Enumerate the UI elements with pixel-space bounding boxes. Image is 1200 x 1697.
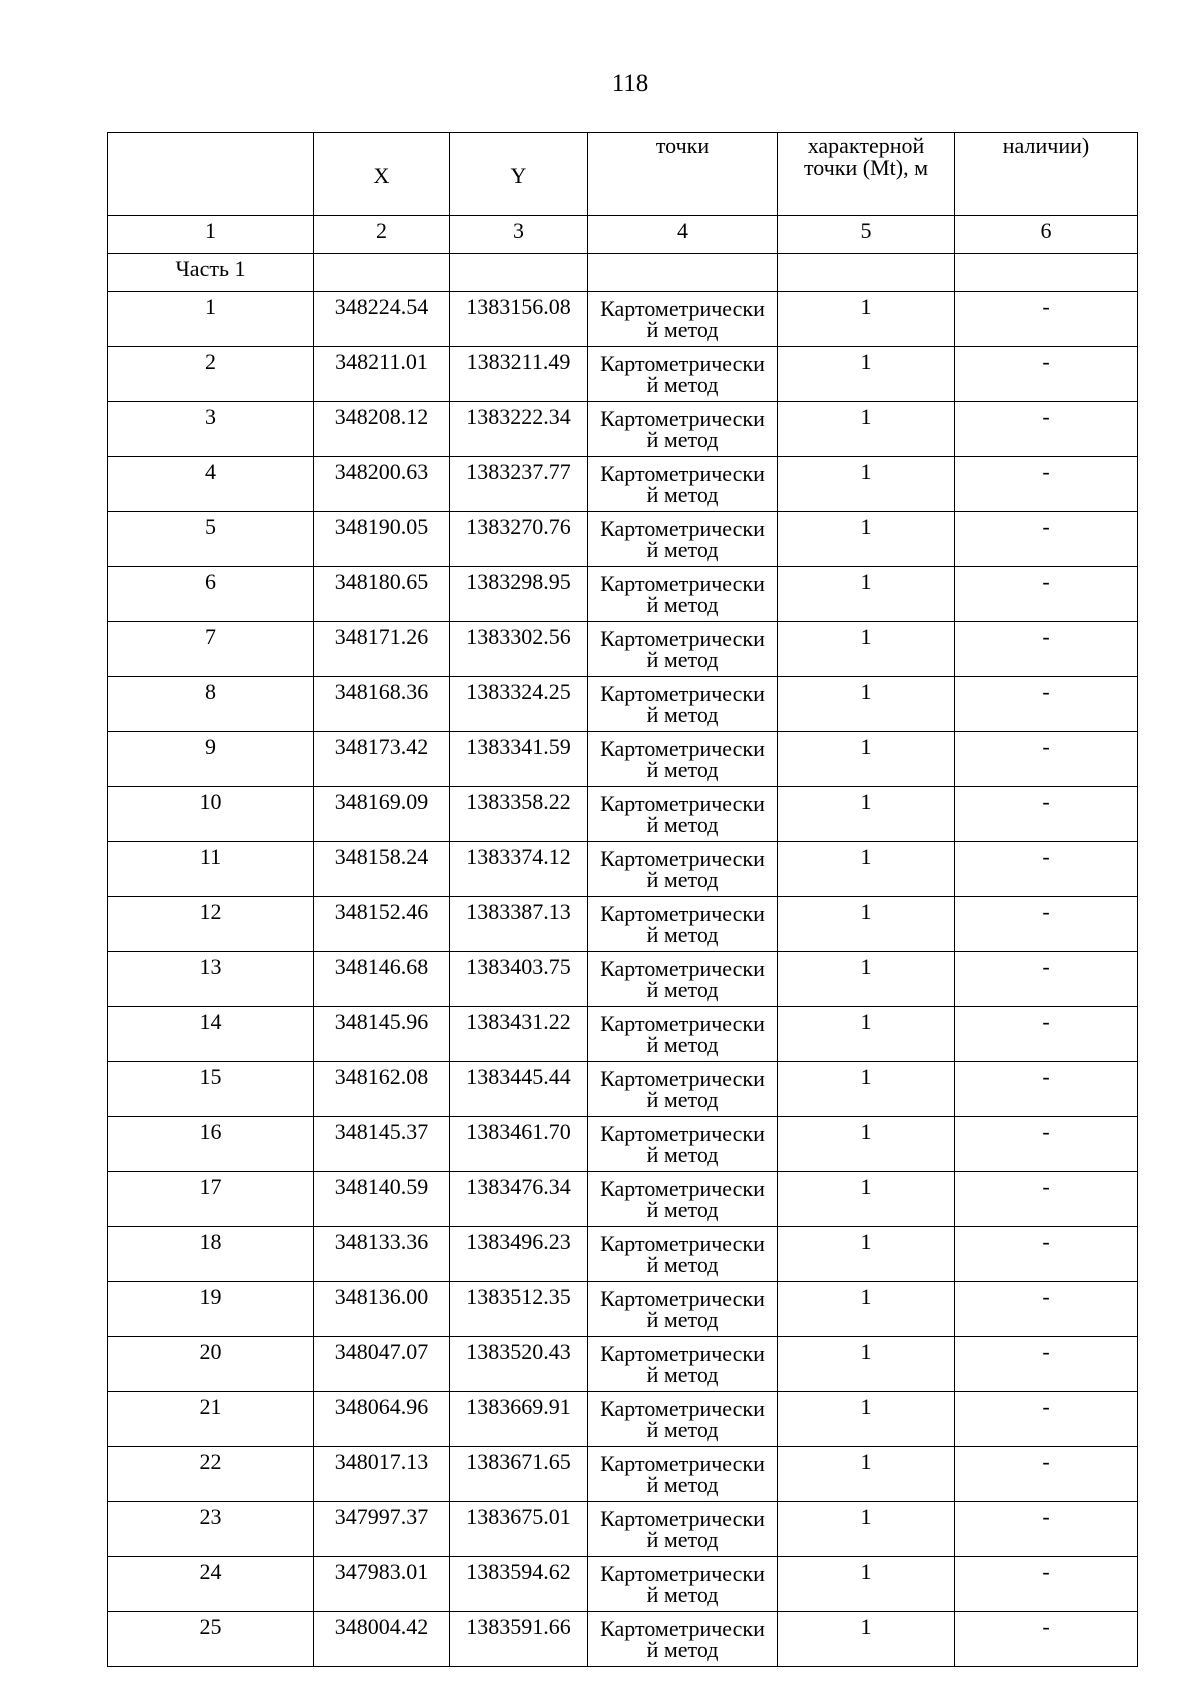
y-coordinate-cell: 1383403.75: [450, 952, 588, 1007]
y-coordinate-cell: 1383387.13: [450, 897, 588, 952]
method-line1: Картометрически: [600, 1506, 765, 1531]
note-cell: -: [955, 1392, 1138, 1447]
method-line1: Картометрически: [600, 1286, 765, 1311]
note-cell: -: [955, 1007, 1138, 1062]
method-line2: й метод: [646, 317, 719, 342]
accuracy-cell: 1: [778, 292, 955, 347]
table-row: [108, 1007, 1138, 1062]
method-line2: й метод: [646, 1252, 719, 1277]
method-cell: [588, 1007, 778, 1062]
y-coordinate-cell: 1383675.01: [450, 1502, 588, 1557]
point-number-cell: 7: [108, 622, 314, 677]
y-coordinate-cell: 1383358.22: [450, 787, 588, 842]
method-cell: [588, 1227, 778, 1282]
table-row: [108, 1172, 1138, 1227]
point-number-cell: 24: [108, 1557, 314, 1612]
method-line2: й метод: [646, 592, 719, 617]
y-coordinate-cell: 1383520.43: [450, 1337, 588, 1392]
y-coordinate-cell: 1383671.65: [450, 1447, 588, 1502]
method-line1: Картометрически: [600, 1066, 765, 1091]
method-cell: [588, 1447, 778, 1502]
table-row: [108, 1502, 1138, 1557]
method-line1: Картометрически: [600, 296, 765, 321]
y-coordinate-cell: 1383496.23: [450, 1227, 588, 1282]
accuracy-cell: 1: [778, 952, 955, 1007]
table-row: [108, 1612, 1138, 1667]
y-coordinate-cell: 1383211.49: [450, 347, 588, 402]
note-cell: -: [955, 622, 1138, 677]
point-number-cell: 21: [108, 1392, 314, 1447]
method-line1: Картометрически: [600, 516, 765, 541]
x-coordinate-cell: 348145.37: [314, 1117, 450, 1172]
note-cell: -: [955, 1227, 1138, 1282]
column-number: 1: [108, 216, 314, 254]
x-coordinate-cell: 348047.07: [314, 1337, 450, 1392]
part-row: [108, 254, 1138, 292]
header-accuracy-line1: характерной: [807, 133, 925, 158]
method-line2: й метод: [646, 1142, 719, 1167]
note-cell: -: [955, 457, 1138, 512]
method-cell: [588, 952, 778, 1007]
method-line1: Картометрически: [600, 1616, 765, 1641]
point-number-cell: 16: [108, 1117, 314, 1172]
method-cell: [588, 1117, 778, 1172]
point-number-cell: 5: [108, 512, 314, 567]
x-coordinate-cell: 348146.68: [314, 952, 450, 1007]
method-line1: Картометрически: [600, 681, 765, 706]
accuracy-cell: 1: [778, 457, 955, 512]
column-number: 6: [955, 216, 1138, 254]
x-coordinate-cell: 348190.05: [314, 512, 450, 567]
header-accuracy-line2: точки (Mt), м: [803, 155, 929, 180]
table-row: [108, 402, 1138, 457]
y-coordinate-cell: 1383461.70: [450, 1117, 588, 1172]
method-cell: [588, 402, 778, 457]
x-coordinate-cell: 348145.96: [314, 1007, 450, 1062]
point-number-cell: 18: [108, 1227, 314, 1282]
table-row: [108, 1227, 1138, 1282]
note-cell: -: [955, 567, 1138, 622]
method-cell: [588, 347, 778, 402]
method-cell: [588, 292, 778, 347]
point-number-cell: 3: [108, 402, 314, 457]
method-cell: [588, 897, 778, 952]
method-line1: Картометрически: [600, 901, 765, 926]
method-line2: й метод: [646, 812, 719, 837]
note-cell: -: [955, 842, 1138, 897]
method-line1: Картометрически: [600, 1561, 765, 1586]
table-row: [108, 1337, 1138, 1392]
x-coordinate-cell: 348180.65: [314, 567, 450, 622]
point-number-cell: 11: [108, 842, 314, 897]
method-line2: й метод: [646, 867, 719, 892]
point-number-cell: 25: [108, 1612, 314, 1667]
y-coordinate-cell: 1383374.12: [450, 842, 588, 897]
table-row: [108, 1117, 1138, 1172]
method-line2: й метод: [646, 482, 719, 507]
table-row: [108, 677, 1138, 732]
method-cell: [588, 512, 778, 567]
y-coordinate-cell: 1383298.95: [450, 567, 588, 622]
header-cell-y: Y: [450, 133, 588, 216]
column-number: 3: [450, 216, 588, 254]
y-coordinate-cell: 1383341.59: [450, 732, 588, 787]
note-cell: -: [955, 1282, 1138, 1337]
accuracy-cell: 1: [778, 1447, 955, 1502]
y-coordinate-cell: 1383156.08: [450, 292, 588, 347]
note-cell: -: [955, 292, 1138, 347]
method-line1: Картометрически: [600, 1451, 765, 1476]
method-line2: й метод: [646, 1582, 719, 1607]
header-cell-method: точки: [588, 133, 778, 216]
point-number-cell: 9: [108, 732, 314, 787]
x-coordinate-cell: 348171.26: [314, 622, 450, 677]
y-coordinate-cell: 1383512.35: [450, 1282, 588, 1337]
method-line1: Картометрически: [600, 791, 765, 816]
note-cell: -: [955, 1557, 1138, 1612]
accuracy-cell: 1: [778, 1227, 955, 1282]
table-row: [108, 732, 1138, 787]
method-line2: й метод: [646, 702, 719, 727]
method-line1: Картометрически: [600, 1231, 765, 1256]
note-cell: -: [955, 1612, 1138, 1667]
y-coordinate-cell: 1383431.22: [450, 1007, 588, 1062]
y-coordinate-cell: 1383237.77: [450, 457, 588, 512]
table-row: [108, 567, 1138, 622]
point-number-cell: 20: [108, 1337, 314, 1392]
accuracy-cell: 1: [778, 1557, 955, 1612]
method-cell: [588, 567, 778, 622]
table-row: [108, 897, 1138, 952]
method-line2: й метод: [646, 1087, 719, 1112]
accuracy-cell: 1: [778, 1282, 955, 1337]
x-coordinate-cell: 348133.36: [314, 1227, 450, 1282]
table-row: [108, 842, 1138, 897]
method-line2: й метод: [646, 1637, 719, 1662]
header-cell-note: наличии): [955, 133, 1138, 216]
accuracy-cell: 1: [778, 1007, 955, 1062]
method-line2: й метод: [646, 757, 719, 782]
table-row: [108, 1557, 1138, 1612]
table-row: [108, 787, 1138, 842]
y-coordinate-cell: 1383445.44: [450, 1062, 588, 1117]
method-line2: й метод: [646, 1472, 719, 1497]
x-coordinate-cell: 348017.13: [314, 1447, 450, 1502]
method-cell: [588, 1172, 778, 1227]
accuracy-cell: 1: [778, 622, 955, 677]
table-header-row: [108, 133, 1138, 216]
y-coordinate-cell: 1383594.62: [450, 1557, 588, 1612]
table-row: [108, 1282, 1138, 1337]
method-cell: [588, 1502, 778, 1557]
method-line2: й метод: [646, 647, 719, 672]
method-cell: [588, 457, 778, 512]
x-coordinate-cell: 348211.01: [314, 347, 450, 402]
accuracy-cell: 1: [778, 842, 955, 897]
note-cell: -: [955, 1172, 1138, 1227]
page-number: 118: [611, 70, 649, 97]
point-number-cell: 14: [108, 1007, 314, 1062]
method-line2: й метод: [646, 372, 719, 397]
accuracy-cell: 1: [778, 1392, 955, 1447]
point-number-cell: 8: [108, 677, 314, 732]
note-cell: -: [955, 402, 1138, 457]
method-line1: Картометрически: [600, 406, 765, 431]
y-coordinate-cell: 1383324.25: [450, 677, 588, 732]
empty-cell: [588, 254, 778, 292]
method-line1: Картометрически: [600, 571, 765, 596]
method-line1: Картометрически: [600, 1396, 765, 1421]
accuracy-cell: 1: [778, 1062, 955, 1117]
y-coordinate-cell: 1383591.66: [450, 1612, 588, 1667]
method-cell: [588, 732, 778, 787]
point-number-cell: 2: [108, 347, 314, 402]
y-coordinate-cell: 1383222.34: [450, 402, 588, 457]
accuracy-cell: 1: [778, 567, 955, 622]
method-line1: Картометрически: [600, 956, 765, 981]
table-row: [108, 292, 1138, 347]
note-cell: -: [955, 1337, 1138, 1392]
method-cell: [588, 1612, 778, 1667]
column-number: 5: [778, 216, 955, 254]
y-coordinate-cell: 1383669.91: [450, 1392, 588, 1447]
method-line2: й метод: [646, 977, 719, 1002]
method-line1: Картометрически: [600, 736, 765, 761]
x-coordinate-cell: 348158.24: [314, 842, 450, 897]
point-number-cell: 15: [108, 1062, 314, 1117]
coordinates-table: [107, 132, 1138, 1667]
point-number-cell: 4: [108, 457, 314, 512]
table-row: [108, 952, 1138, 1007]
accuracy-cell: 1: [778, 347, 955, 402]
note-cell: -: [955, 677, 1138, 732]
table-row: [108, 1392, 1138, 1447]
accuracy-cell: 1: [778, 402, 955, 457]
point-number-cell: 6: [108, 567, 314, 622]
point-number-cell: 19: [108, 1282, 314, 1337]
table-row: [108, 457, 1138, 512]
accuracy-cell: 1: [778, 677, 955, 732]
note-cell: -: [955, 1062, 1138, 1117]
x-coordinate-cell: 347997.37: [314, 1502, 450, 1557]
table-row: [108, 512, 1138, 567]
method-cell: [588, 787, 778, 842]
point-number-cell: 23: [108, 1502, 314, 1557]
table-row: [108, 347, 1138, 402]
x-coordinate-cell: 348162.08: [314, 1062, 450, 1117]
method-line1: Картометрически: [600, 1176, 765, 1201]
accuracy-cell: 1: [778, 1337, 955, 1392]
point-number-cell: 17: [108, 1172, 314, 1227]
method-line1: Картометрически: [600, 1011, 765, 1036]
method-line2: й метод: [646, 1527, 719, 1552]
accuracy-cell: 1: [778, 732, 955, 787]
point-number-cell: 1: [108, 292, 314, 347]
point-number-cell: 12: [108, 897, 314, 952]
part-label: Часть 1: [108, 254, 314, 292]
accuracy-cell: 1: [778, 787, 955, 842]
x-coordinate-cell: 348004.42: [314, 1612, 450, 1667]
method-line2: й метод: [646, 1032, 719, 1057]
header-cell-accuracy: [778, 133, 955, 216]
empty-cell: [955, 254, 1138, 292]
note-cell: -: [955, 512, 1138, 567]
note-cell: -: [955, 347, 1138, 402]
x-coordinate-cell: 348152.46: [314, 897, 450, 952]
accuracy-cell: 1: [778, 897, 955, 952]
header-cell-x: X: [314, 133, 450, 216]
note-cell: -: [955, 1447, 1138, 1502]
x-coordinate-cell: 348224.54: [314, 292, 450, 347]
x-coordinate-cell: 348200.63: [314, 457, 450, 512]
accuracy-cell: 1: [778, 1172, 955, 1227]
table-row: [108, 622, 1138, 677]
accuracy-cell: 1: [778, 1612, 955, 1667]
method-cell: [588, 677, 778, 732]
method-cell: [588, 1557, 778, 1612]
x-coordinate-cell: 348064.96: [314, 1392, 450, 1447]
point-number-cell: 22: [108, 1447, 314, 1502]
x-coordinate-cell: 348169.09: [314, 787, 450, 842]
note-cell: -: [955, 1117, 1138, 1172]
column-number: 2: [314, 216, 450, 254]
accuracy-cell: 1: [778, 512, 955, 567]
y-coordinate-cell: 1383270.76: [450, 512, 588, 567]
method-cell: [588, 1392, 778, 1447]
x-coordinate-cell: 348136.00: [314, 1282, 450, 1337]
point-number-cell: 13: [108, 952, 314, 1007]
note-cell: -: [955, 1502, 1138, 1557]
x-coordinate-cell: 348168.36: [314, 677, 450, 732]
method-line1: Картометрически: [600, 846, 765, 871]
x-coordinate-cell: 348140.59: [314, 1172, 450, 1227]
table-row: [108, 1062, 1138, 1117]
method-cell: [588, 842, 778, 897]
point-number-cell: 10: [108, 787, 314, 842]
empty-cell: [314, 254, 450, 292]
x-coordinate-cell: 348173.42: [314, 732, 450, 787]
method-cell: [588, 622, 778, 677]
table-row: [108, 1447, 1138, 1502]
method-cell: [588, 1282, 778, 1337]
method-line2: й метод: [646, 427, 719, 452]
note-cell: -: [955, 952, 1138, 1007]
method-line1: Картометрически: [600, 1121, 765, 1146]
note-cell: -: [955, 732, 1138, 787]
method-line2: й метод: [646, 1417, 719, 1442]
empty-cell: [450, 254, 588, 292]
method-line2: й метод: [646, 922, 719, 947]
note-cell: -: [955, 787, 1138, 842]
empty-cell: [778, 254, 955, 292]
method-line1: Картометрически: [600, 626, 765, 651]
y-coordinate-cell: 1383476.34: [450, 1172, 588, 1227]
column-number-row: [108, 216, 1138, 254]
method-line1: Картометрически: [600, 461, 765, 486]
method-line2: й метод: [646, 537, 719, 562]
x-coordinate-cell: 347983.01: [314, 1557, 450, 1612]
method-cell: [588, 1337, 778, 1392]
method-cell: [588, 1062, 778, 1117]
note-cell: -: [955, 897, 1138, 952]
method-line1: Картометрически: [600, 1341, 765, 1366]
method-line2: й метод: [646, 1362, 719, 1387]
method-line2: й метод: [646, 1307, 719, 1332]
accuracy-cell: 1: [778, 1502, 955, 1557]
accuracy-cell: 1: [778, 1117, 955, 1172]
header-cell-point-number: [108, 133, 314, 216]
x-coordinate-cell: 348208.12: [314, 402, 450, 457]
column-number: 4: [588, 216, 778, 254]
method-line1: Картометрически: [600, 351, 765, 376]
y-coordinate-cell: 1383302.56: [450, 622, 588, 677]
method-line2: й метод: [646, 1197, 719, 1222]
